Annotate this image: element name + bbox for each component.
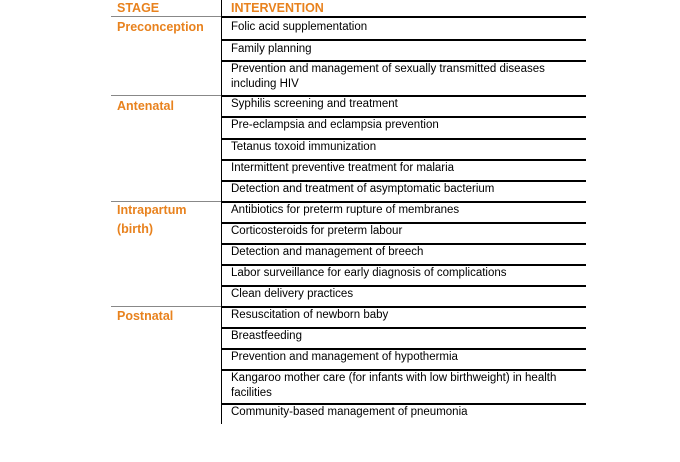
stage-intrapartum: Intrapartum (birth) bbox=[117, 203, 187, 236]
intervention-cell: Community-based management of pneumonia bbox=[231, 406, 468, 418]
intervention-cell: Kangaroo mother care (for infants with low birthweight) in health facilities bbox=[231, 372, 557, 399]
stage-preconception: Preconception bbox=[117, 20, 204, 34]
intervention-cell: Labor surveillance for early diagnosis of complications bbox=[231, 267, 507, 279]
intervention-cell: Prevention and management of sexually transmitted diseases including HIV bbox=[231, 63, 545, 90]
stage-column-header: STAGE bbox=[117, 1, 160, 15]
intervention-cell: Folic acid supplementation bbox=[231, 21, 368, 33]
row-divider bbox=[221, 16, 586, 18]
intervention-cell: Antibiotics for preterm rupture of membranes bbox=[231, 204, 460, 216]
row-divider bbox=[221, 39, 586, 41]
column-divider bbox=[221, 0, 222, 424]
intervention-cell: Intermittent preventive treatment for malaria bbox=[231, 162, 455, 174]
intervention-cell: Detection and treatment of asymptomatic bacterium bbox=[231, 183, 495, 195]
stage-divider bbox=[111, 16, 221, 17]
intervention-cell: Tetanus toxoid immunization bbox=[231, 141, 377, 153]
intervention-column-header: INTERVENTION bbox=[231, 1, 324, 15]
intervention-cell: Syphilis screening and treatment bbox=[231, 98, 398, 110]
intervention-cell: Corticosteroids for preterm labour bbox=[231, 225, 403, 237]
stage-divider bbox=[111, 95, 221, 96]
intervention-cell: Breastfeeding bbox=[231, 330, 302, 342]
stage-postnatal: Postnatal bbox=[117, 309, 174, 323]
intervention-cell: Clean delivery practices bbox=[231, 288, 354, 300]
intervention-cell: Prevention and management of hypothermia bbox=[231, 351, 458, 363]
intervention-cell: Detection and management of breech bbox=[231, 246, 424, 258]
intervention-cell: Pre-eclampsia and eclampsia prevention bbox=[231, 119, 439, 131]
stage-antenatal: Antenatal bbox=[117, 99, 174, 113]
intervention-cell: Family planning bbox=[231, 43, 312, 55]
intervention-cell: Resuscitation of newborn baby bbox=[231, 309, 389, 321]
